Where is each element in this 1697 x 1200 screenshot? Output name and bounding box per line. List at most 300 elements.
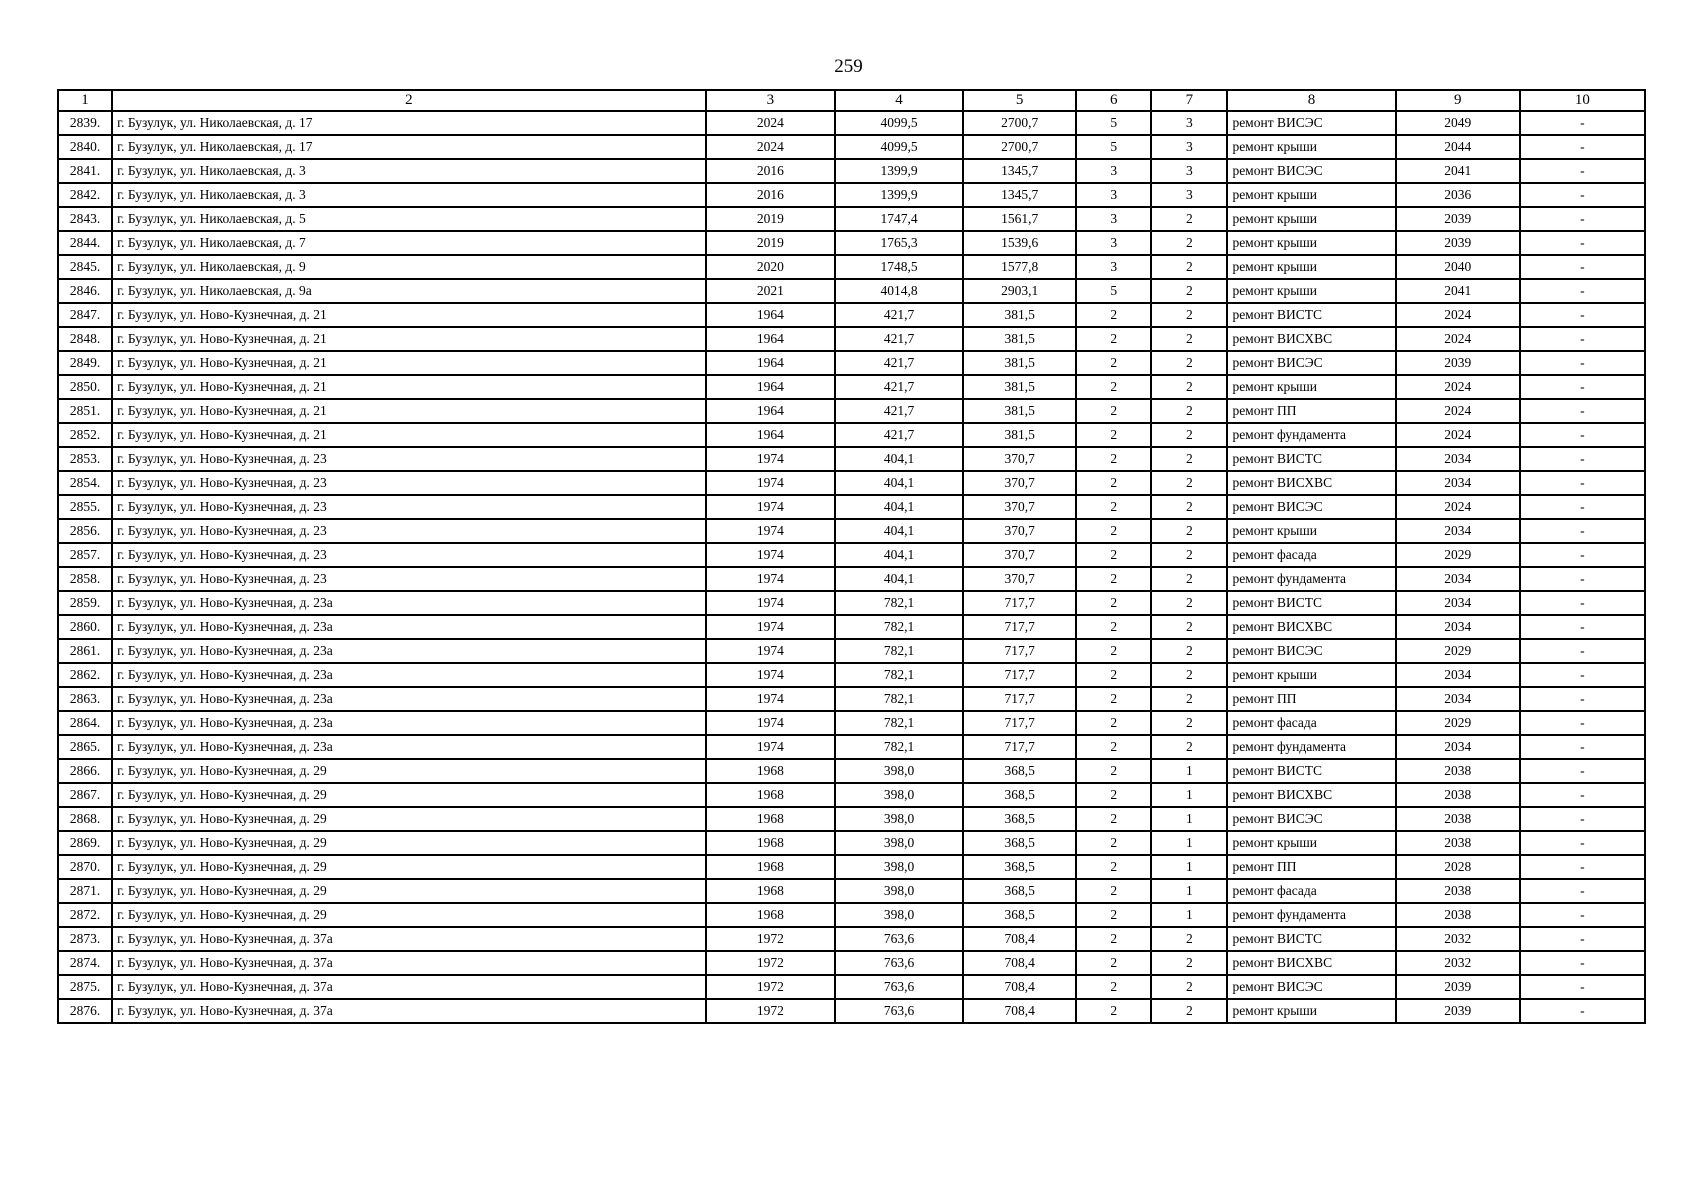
table-row bbox=[58, 951, 1645, 975]
cell-floors: 2 bbox=[1076, 327, 1151, 351]
cell-row-number: 2853. bbox=[58, 447, 112, 471]
table-row bbox=[58, 807, 1645, 831]
cell-year: 1974 bbox=[706, 711, 835, 735]
cell-work-type: ремонт ВИСЭС bbox=[1227, 111, 1395, 135]
cell-address: г. Бузулук, ул. Ново-Кузнечная, д. 37а bbox=[112, 999, 706, 1023]
cell-year: 1974 bbox=[706, 567, 835, 591]
cell-year: 1972 bbox=[706, 927, 835, 951]
cell-floors: 2 bbox=[1076, 855, 1151, 879]
cell-floors: 2 bbox=[1076, 519, 1151, 543]
cell-year-planned: 2029 bbox=[1396, 543, 1520, 567]
cell-floors: 2 bbox=[1076, 423, 1151, 447]
cell-work-type: ремонт ВИСХВС bbox=[1227, 471, 1395, 495]
cell-year-planned: 2039 bbox=[1396, 999, 1520, 1023]
cell-area-total: 421,7 bbox=[835, 399, 963, 423]
cell-row-number: 2839. bbox=[58, 111, 112, 135]
cell-year-planned: 2049 bbox=[1396, 111, 1520, 135]
cell-address: г. Бузулук, ул. Ново-Кузнечная, д. 23а bbox=[112, 735, 706, 759]
cell-address: г. Бузулук, ул. Ново-Кузнечная, д. 23а bbox=[112, 687, 706, 711]
cell-address: г. Бузулук, ул. Ново-Кузнечная, д. 37а bbox=[112, 975, 706, 999]
cell-area-total: 763,6 bbox=[835, 927, 963, 951]
cell-year: 1974 bbox=[706, 471, 835, 495]
cell-floors: 5 bbox=[1076, 279, 1151, 303]
cell-year: 2021 bbox=[706, 279, 835, 303]
cell-work-type: ремонт ВИСЭС bbox=[1227, 639, 1395, 663]
cell-note: - bbox=[1520, 279, 1645, 303]
cell-address: г. Бузулук, ул. Ново-Кузнечная, д. 21 bbox=[112, 303, 706, 327]
cell-year: 1972 bbox=[706, 999, 835, 1023]
cell-work-type: ремонт ВИСТС bbox=[1227, 447, 1395, 471]
cell-year-planned: 2036 bbox=[1396, 183, 1520, 207]
column-header-6: 6 bbox=[1076, 90, 1151, 111]
cell-floors: 2 bbox=[1076, 639, 1151, 663]
cell-work-type: ремонт фасада bbox=[1227, 543, 1395, 567]
cell-year: 1968 bbox=[706, 855, 835, 879]
cell-address: г. Бузулук, ул. Ново-Кузнечная, д. 23а bbox=[112, 591, 706, 615]
cell-note: - bbox=[1520, 303, 1645, 327]
cell-year: 2024 bbox=[706, 111, 835, 135]
cell-area-living: 370,7 bbox=[963, 543, 1076, 567]
cell-entrances: 2 bbox=[1151, 327, 1227, 351]
cell-row-number: 2866. bbox=[58, 759, 112, 783]
cell-entrances: 2 bbox=[1151, 231, 1227, 255]
cell-entrances: 2 bbox=[1151, 639, 1227, 663]
cell-address: г. Бузулук, ул. Николаевская, д. 3 bbox=[112, 159, 706, 183]
cell-work-type: ремонт ВИСТС bbox=[1227, 927, 1395, 951]
table-row bbox=[58, 591, 1645, 615]
cell-note: - bbox=[1520, 687, 1645, 711]
cell-row-number: 2868. bbox=[58, 807, 112, 831]
cell-area-living: 2700,7 bbox=[963, 111, 1076, 135]
table-row bbox=[58, 879, 1645, 903]
table-row bbox=[58, 927, 1645, 951]
cell-work-type: ремонт ВИСЭС bbox=[1227, 807, 1395, 831]
cell-entrances: 2 bbox=[1151, 711, 1227, 735]
cell-area-living: 368,5 bbox=[963, 807, 1076, 831]
table-row bbox=[58, 159, 1645, 183]
cell-work-type: ремонт ВИСЭС bbox=[1227, 159, 1395, 183]
cell-note: - bbox=[1520, 831, 1645, 855]
cell-floors: 2 bbox=[1076, 567, 1151, 591]
cell-area-living: 1345,7 bbox=[963, 159, 1076, 183]
cell-area-total: 404,1 bbox=[835, 471, 963, 495]
cell-work-type: ремонт фундамента bbox=[1227, 903, 1395, 927]
cell-row-number: 2865. bbox=[58, 735, 112, 759]
cell-note: - bbox=[1520, 615, 1645, 639]
cell-address: г. Бузулук, ул. Ново-Кузнечная, д. 23а bbox=[112, 639, 706, 663]
cell-area-total: 4099,5 bbox=[835, 111, 963, 135]
cell-year: 2019 bbox=[706, 231, 835, 255]
cell-entrances: 2 bbox=[1151, 951, 1227, 975]
cell-work-type: ремонт крыши bbox=[1227, 255, 1395, 279]
cell-year: 2024 bbox=[706, 135, 835, 159]
cell-entrances: 3 bbox=[1151, 111, 1227, 135]
cell-row-number: 2859. bbox=[58, 591, 112, 615]
cell-row-number: 2850. bbox=[58, 375, 112, 399]
cell-row-number: 2847. bbox=[58, 303, 112, 327]
cell-entrances: 2 bbox=[1151, 975, 1227, 999]
cell-address: г. Бузулук, ул. Николаевская, д. 17 bbox=[112, 111, 706, 135]
cell-row-number: 2846. bbox=[58, 279, 112, 303]
cell-year-planned: 2029 bbox=[1396, 639, 1520, 663]
cell-area-total: 782,1 bbox=[835, 735, 963, 759]
cell-area-total: 404,1 bbox=[835, 567, 963, 591]
cell-row-number: 2852. bbox=[58, 423, 112, 447]
cell-work-type: ремонт ПП bbox=[1227, 399, 1395, 423]
cell-address: г. Бузулук, ул. Ново-Кузнечная, д. 23 bbox=[112, 471, 706, 495]
cell-entrances: 2 bbox=[1151, 279, 1227, 303]
header-row bbox=[58, 90, 1645, 111]
cell-area-living: 708,4 bbox=[963, 999, 1076, 1023]
cell-entrances: 2 bbox=[1151, 615, 1227, 639]
cell-area-total: 763,6 bbox=[835, 999, 963, 1023]
cell-floors: 2 bbox=[1076, 879, 1151, 903]
cell-year: 2020 bbox=[706, 255, 835, 279]
cell-note: - bbox=[1520, 231, 1645, 255]
cell-floors: 2 bbox=[1076, 687, 1151, 711]
cell-note: - bbox=[1520, 255, 1645, 279]
cell-entrances: 2 bbox=[1151, 447, 1227, 471]
cell-entrances: 2 bbox=[1151, 255, 1227, 279]
cell-area-living: 381,5 bbox=[963, 423, 1076, 447]
cell-year-planned: 2039 bbox=[1396, 207, 1520, 231]
table-row bbox=[58, 447, 1645, 471]
cell-year-planned: 2034 bbox=[1396, 471, 1520, 495]
cell-year-planned: 2032 bbox=[1396, 951, 1520, 975]
cell-year: 2019 bbox=[706, 207, 835, 231]
cell-area-total: 404,1 bbox=[835, 519, 963, 543]
cell-note: - bbox=[1520, 639, 1645, 663]
cell-area-total: 398,0 bbox=[835, 831, 963, 855]
cell-area-living: 370,7 bbox=[963, 567, 1076, 591]
cell-note: - bbox=[1520, 711, 1645, 735]
cell-year-planned: 2024 bbox=[1396, 327, 1520, 351]
cell-row-number: 2854. bbox=[58, 471, 112, 495]
column-header-7: 7 bbox=[1151, 90, 1227, 111]
cell-row-number: 2851. bbox=[58, 399, 112, 423]
cell-entrances: 2 bbox=[1151, 687, 1227, 711]
cell-year-planned: 2034 bbox=[1396, 591, 1520, 615]
cell-area-total: 398,0 bbox=[835, 759, 963, 783]
cell-row-number: 2871. bbox=[58, 879, 112, 903]
cell-area-living: 708,4 bbox=[963, 975, 1076, 999]
cell-year: 1974 bbox=[706, 447, 835, 471]
cell-address: г. Бузулук, ул. Ново-Кузнечная, д. 29 bbox=[112, 783, 706, 807]
cell-area-living: 717,7 bbox=[963, 735, 1076, 759]
cell-entrances: 2 bbox=[1151, 471, 1227, 495]
cell-row-number: 2858. bbox=[58, 567, 112, 591]
cell-work-type: ремонт крыши bbox=[1227, 279, 1395, 303]
cell-year-planned: 2024 bbox=[1396, 399, 1520, 423]
cell-year-planned: 2034 bbox=[1396, 519, 1520, 543]
cell-entrances: 1 bbox=[1151, 879, 1227, 903]
cell-area-total: 782,1 bbox=[835, 615, 963, 639]
table-row bbox=[58, 255, 1645, 279]
cell-year-planned: 2044 bbox=[1396, 135, 1520, 159]
cell-note: - bbox=[1520, 471, 1645, 495]
table-row bbox=[58, 183, 1645, 207]
cell-area-living: 368,5 bbox=[963, 855, 1076, 879]
cell-note: - bbox=[1520, 855, 1645, 879]
cell-work-type: ремонт фундамента bbox=[1227, 423, 1395, 447]
cell-entrances: 1 bbox=[1151, 855, 1227, 879]
cell-entrances: 2 bbox=[1151, 303, 1227, 327]
table-row bbox=[58, 303, 1645, 327]
cell-address: г. Бузулук, ул. Ново-Кузнечная, д. 23 bbox=[112, 567, 706, 591]
cell-year: 1972 bbox=[706, 975, 835, 999]
cell-floors: 2 bbox=[1076, 927, 1151, 951]
cell-note: - bbox=[1520, 111, 1645, 135]
cell-year-planned: 2034 bbox=[1396, 447, 1520, 471]
cell-year-planned: 2032 bbox=[1396, 927, 1520, 951]
cell-address: г. Бузулук, ул. Ново-Кузнечная, д. 21 bbox=[112, 423, 706, 447]
cell-floors: 2 bbox=[1076, 807, 1151, 831]
cell-floors: 3 bbox=[1076, 231, 1151, 255]
cell-year: 1974 bbox=[706, 543, 835, 567]
cell-work-type: ремонт ВИСХВС bbox=[1227, 951, 1395, 975]
cell-year-planned: 2029 bbox=[1396, 711, 1520, 735]
cell-row-number: 2844. bbox=[58, 231, 112, 255]
table-row bbox=[58, 639, 1645, 663]
cell-year-planned: 2038 bbox=[1396, 879, 1520, 903]
cell-area-living: 370,7 bbox=[963, 471, 1076, 495]
cell-area-living: 368,5 bbox=[963, 831, 1076, 855]
cell-year-planned: 2028 bbox=[1396, 855, 1520, 879]
cell-note: - bbox=[1520, 351, 1645, 375]
cell-work-type: ремонт ВИСТС bbox=[1227, 591, 1395, 615]
cell-address: г. Бузулук, ул. Ново-Кузнечная, д. 21 bbox=[112, 399, 706, 423]
cell-year: 1974 bbox=[706, 687, 835, 711]
cell-year-planned: 2034 bbox=[1396, 735, 1520, 759]
cell-area-total: 398,0 bbox=[835, 879, 963, 903]
cell-floors: 2 bbox=[1076, 759, 1151, 783]
cell-work-type: ремонт фундамента bbox=[1227, 567, 1395, 591]
column-header-9: 9 bbox=[1396, 90, 1520, 111]
cell-year: 1964 bbox=[706, 423, 835, 447]
cell-entrances: 2 bbox=[1151, 735, 1227, 759]
cell-note: - bbox=[1520, 423, 1645, 447]
cell-year-planned: 2038 bbox=[1396, 903, 1520, 927]
cell-entrances: 2 bbox=[1151, 567, 1227, 591]
cell-work-type: ремонт крыши bbox=[1227, 519, 1395, 543]
cell-note: - bbox=[1520, 783, 1645, 807]
cell-entrances: 2 bbox=[1151, 663, 1227, 687]
cell-year: 1972 bbox=[706, 951, 835, 975]
cell-area-living: 381,5 bbox=[963, 327, 1076, 351]
cell-floors: 2 bbox=[1076, 447, 1151, 471]
table-row bbox=[58, 903, 1645, 927]
cell-entrances: 1 bbox=[1151, 783, 1227, 807]
cell-year-planned: 2039 bbox=[1396, 351, 1520, 375]
column-header-8: 8 bbox=[1227, 90, 1395, 111]
cell-row-number: 2849. bbox=[58, 351, 112, 375]
table-row bbox=[58, 327, 1645, 351]
cell-work-type: ремонт крыши bbox=[1227, 183, 1395, 207]
cell-year: 1968 bbox=[706, 831, 835, 855]
cell-year-planned: 2041 bbox=[1396, 279, 1520, 303]
cell-year-planned: 2039 bbox=[1396, 231, 1520, 255]
table-row bbox=[58, 519, 1645, 543]
cell-area-living: 368,5 bbox=[963, 903, 1076, 927]
cell-address: г. Бузулук, ул. Ново-Кузнечная, д. 23 bbox=[112, 447, 706, 471]
cell-year-planned: 2034 bbox=[1396, 567, 1520, 591]
cell-floors: 3 bbox=[1076, 207, 1151, 231]
cell-work-type: ремонт крыши bbox=[1227, 207, 1395, 231]
cell-address: г. Бузулук, ул. Ново-Кузнечная, д. 23а bbox=[112, 711, 706, 735]
cell-entrances: 1 bbox=[1151, 759, 1227, 783]
cell-floors: 2 bbox=[1076, 735, 1151, 759]
cell-address: г. Бузулук, ул. Ново-Кузнечная, д. 29 bbox=[112, 807, 706, 831]
cell-year: 1968 bbox=[706, 903, 835, 927]
cell-area-living: 381,5 bbox=[963, 375, 1076, 399]
cell-year-planned: 2034 bbox=[1396, 615, 1520, 639]
cell-area-living: 370,7 bbox=[963, 519, 1076, 543]
cell-address: г. Бузулук, ул. Ново-Кузнечная, д. 23 bbox=[112, 543, 706, 567]
table-row bbox=[58, 351, 1645, 375]
cell-entrances: 2 bbox=[1151, 519, 1227, 543]
cell-floors: 3 bbox=[1076, 159, 1151, 183]
cell-row-number: 2867. bbox=[58, 783, 112, 807]
cell-note: - bbox=[1520, 735, 1645, 759]
cell-area-total: 398,0 bbox=[835, 783, 963, 807]
cell-year-planned: 2024 bbox=[1396, 375, 1520, 399]
cell-row-number: 2842. bbox=[58, 183, 112, 207]
cell-entrances: 2 bbox=[1151, 495, 1227, 519]
cell-note: - bbox=[1520, 951, 1645, 975]
cell-area-total: 1399,9 bbox=[835, 159, 963, 183]
cell-entrances: 3 bbox=[1151, 183, 1227, 207]
cell-entrances: 2 bbox=[1151, 999, 1227, 1023]
cell-note: - bbox=[1520, 903, 1645, 927]
cell-address: г. Бузулук, ул. Ново-Кузнечная, д. 29 bbox=[112, 879, 706, 903]
cell-year-planned: 2034 bbox=[1396, 687, 1520, 711]
cell-year-planned: 2034 bbox=[1396, 663, 1520, 687]
cell-area-living: 370,7 bbox=[963, 495, 1076, 519]
cell-area-living: 381,5 bbox=[963, 351, 1076, 375]
cell-floors: 2 bbox=[1076, 999, 1151, 1023]
cell-work-type: ремонт крыши bbox=[1227, 375, 1395, 399]
cell-area-living: 717,7 bbox=[963, 591, 1076, 615]
cell-area-total: 782,1 bbox=[835, 687, 963, 711]
cell-row-number: 2857. bbox=[58, 543, 112, 567]
cell-area-living: 708,4 bbox=[963, 927, 1076, 951]
cell-area-living: 368,5 bbox=[963, 759, 1076, 783]
table-row bbox=[58, 663, 1645, 687]
cell-row-number: 2873. bbox=[58, 927, 112, 951]
cell-work-type: ремонт крыши bbox=[1227, 135, 1395, 159]
cell-area-total: 421,7 bbox=[835, 375, 963, 399]
cell-row-number: 2876. bbox=[58, 999, 112, 1023]
cell-row-number: 2843. bbox=[58, 207, 112, 231]
cell-note: - bbox=[1520, 879, 1645, 903]
cell-row-number: 2870. bbox=[58, 855, 112, 879]
cell-address: г. Бузулук, ул. Ново-Кузнечная, д. 23 bbox=[112, 519, 706, 543]
cell-entrances: 2 bbox=[1151, 543, 1227, 567]
cell-address: г. Бузулук, ул. Ново-Кузнечная, д. 23 bbox=[112, 495, 706, 519]
cell-address: г. Бузулук, ул. Ново-Кузнечная, д. 23а bbox=[112, 663, 706, 687]
cell-floors: 2 bbox=[1076, 975, 1151, 999]
cell-year: 1964 bbox=[706, 399, 835, 423]
repair-schedule-table bbox=[57, 89, 1646, 1024]
cell-floors: 2 bbox=[1076, 663, 1151, 687]
cell-work-type: ремонт ВИСХВС bbox=[1227, 783, 1395, 807]
cell-address: г. Бузулук, ул. Николаевская, д. 3 bbox=[112, 183, 706, 207]
page-number: 259 bbox=[834, 56, 863, 77]
table-row bbox=[58, 783, 1645, 807]
cell-address: г. Бузулук, ул. Николаевская, д. 17 bbox=[112, 135, 706, 159]
cell-row-number: 2862. bbox=[58, 663, 112, 687]
cell-year: 2016 bbox=[706, 159, 835, 183]
cell-floors: 2 bbox=[1076, 495, 1151, 519]
table-body bbox=[58, 111, 1645, 1023]
cell-floors: 2 bbox=[1076, 831, 1151, 855]
cell-note: - bbox=[1520, 159, 1645, 183]
cell-floors: 2 bbox=[1076, 351, 1151, 375]
cell-year: 1974 bbox=[706, 639, 835, 663]
cell-year-planned: 2038 bbox=[1396, 759, 1520, 783]
cell-work-type: ремонт ПП bbox=[1227, 855, 1395, 879]
cell-note: - bbox=[1520, 375, 1645, 399]
cell-row-number: 2861. bbox=[58, 639, 112, 663]
cell-address: г. Бузулук, ул. Ново-Кузнечная, д. 29 bbox=[112, 855, 706, 879]
cell-work-type: ремонт ВИСЭС bbox=[1227, 975, 1395, 999]
cell-floors: 5 bbox=[1076, 135, 1151, 159]
cell-area-total: 421,7 bbox=[835, 327, 963, 351]
cell-area-living: 368,5 bbox=[963, 783, 1076, 807]
table-row bbox=[58, 399, 1645, 423]
cell-year-planned: 2038 bbox=[1396, 783, 1520, 807]
cell-floors: 2 bbox=[1076, 471, 1151, 495]
cell-year-planned: 2038 bbox=[1396, 831, 1520, 855]
cell-row-number: 2863. bbox=[58, 687, 112, 711]
cell-address: г. Бузулук, ул. Ново-Кузнечная, д. 29 bbox=[112, 759, 706, 783]
cell-year-planned: 2024 bbox=[1396, 495, 1520, 519]
cell-area-total: 4014,8 bbox=[835, 279, 963, 303]
cell-address: г. Бузулук, ул. Ново-Кузнечная, д. 37а bbox=[112, 927, 706, 951]
column-header-3: 3 bbox=[706, 90, 835, 111]
cell-area-total: 782,1 bbox=[835, 711, 963, 735]
column-header-10: 10 bbox=[1520, 90, 1645, 111]
cell-area-living: 2700,7 bbox=[963, 135, 1076, 159]
cell-row-number: 2855. bbox=[58, 495, 112, 519]
cell-floors: 2 bbox=[1076, 951, 1151, 975]
cell-note: - bbox=[1520, 663, 1645, 687]
column-header-4: 4 bbox=[835, 90, 963, 111]
cell-area-living: 381,5 bbox=[963, 303, 1076, 327]
cell-work-type: ремонт крыши bbox=[1227, 231, 1395, 255]
cell-note: - bbox=[1520, 519, 1645, 543]
table-row bbox=[58, 471, 1645, 495]
cell-note: - bbox=[1520, 447, 1645, 471]
cell-address: г. Бузулук, ул. Ново-Кузнечная, д. 21 bbox=[112, 375, 706, 399]
cell-entrances: 2 bbox=[1151, 375, 1227, 399]
cell-year: 1968 bbox=[706, 759, 835, 783]
cell-address: г. Бузулук, ул. Ново-Кузнечная, д. 37а bbox=[112, 951, 706, 975]
cell-address: г. Бузулук, ул. Ново-Кузнечная, д. 29 bbox=[112, 831, 706, 855]
cell-floors: 2 bbox=[1076, 903, 1151, 927]
cell-row-number: 2864. bbox=[58, 711, 112, 735]
cell-address: г. Бузулук, ул. Ново-Кузнечная, д. 29 bbox=[112, 903, 706, 927]
cell-year-planned: 2040 bbox=[1396, 255, 1520, 279]
cell-year: 1968 bbox=[706, 783, 835, 807]
cell-entrances: 2 bbox=[1151, 351, 1227, 375]
cell-work-type: ремонт ВИСТС bbox=[1227, 303, 1395, 327]
cell-year-planned: 2039 bbox=[1396, 975, 1520, 999]
cell-work-type: ремонт фасада bbox=[1227, 879, 1395, 903]
cell-year-planned: 2024 bbox=[1396, 303, 1520, 327]
cell-entrances: 1 bbox=[1151, 807, 1227, 831]
cell-floors: 2 bbox=[1076, 375, 1151, 399]
